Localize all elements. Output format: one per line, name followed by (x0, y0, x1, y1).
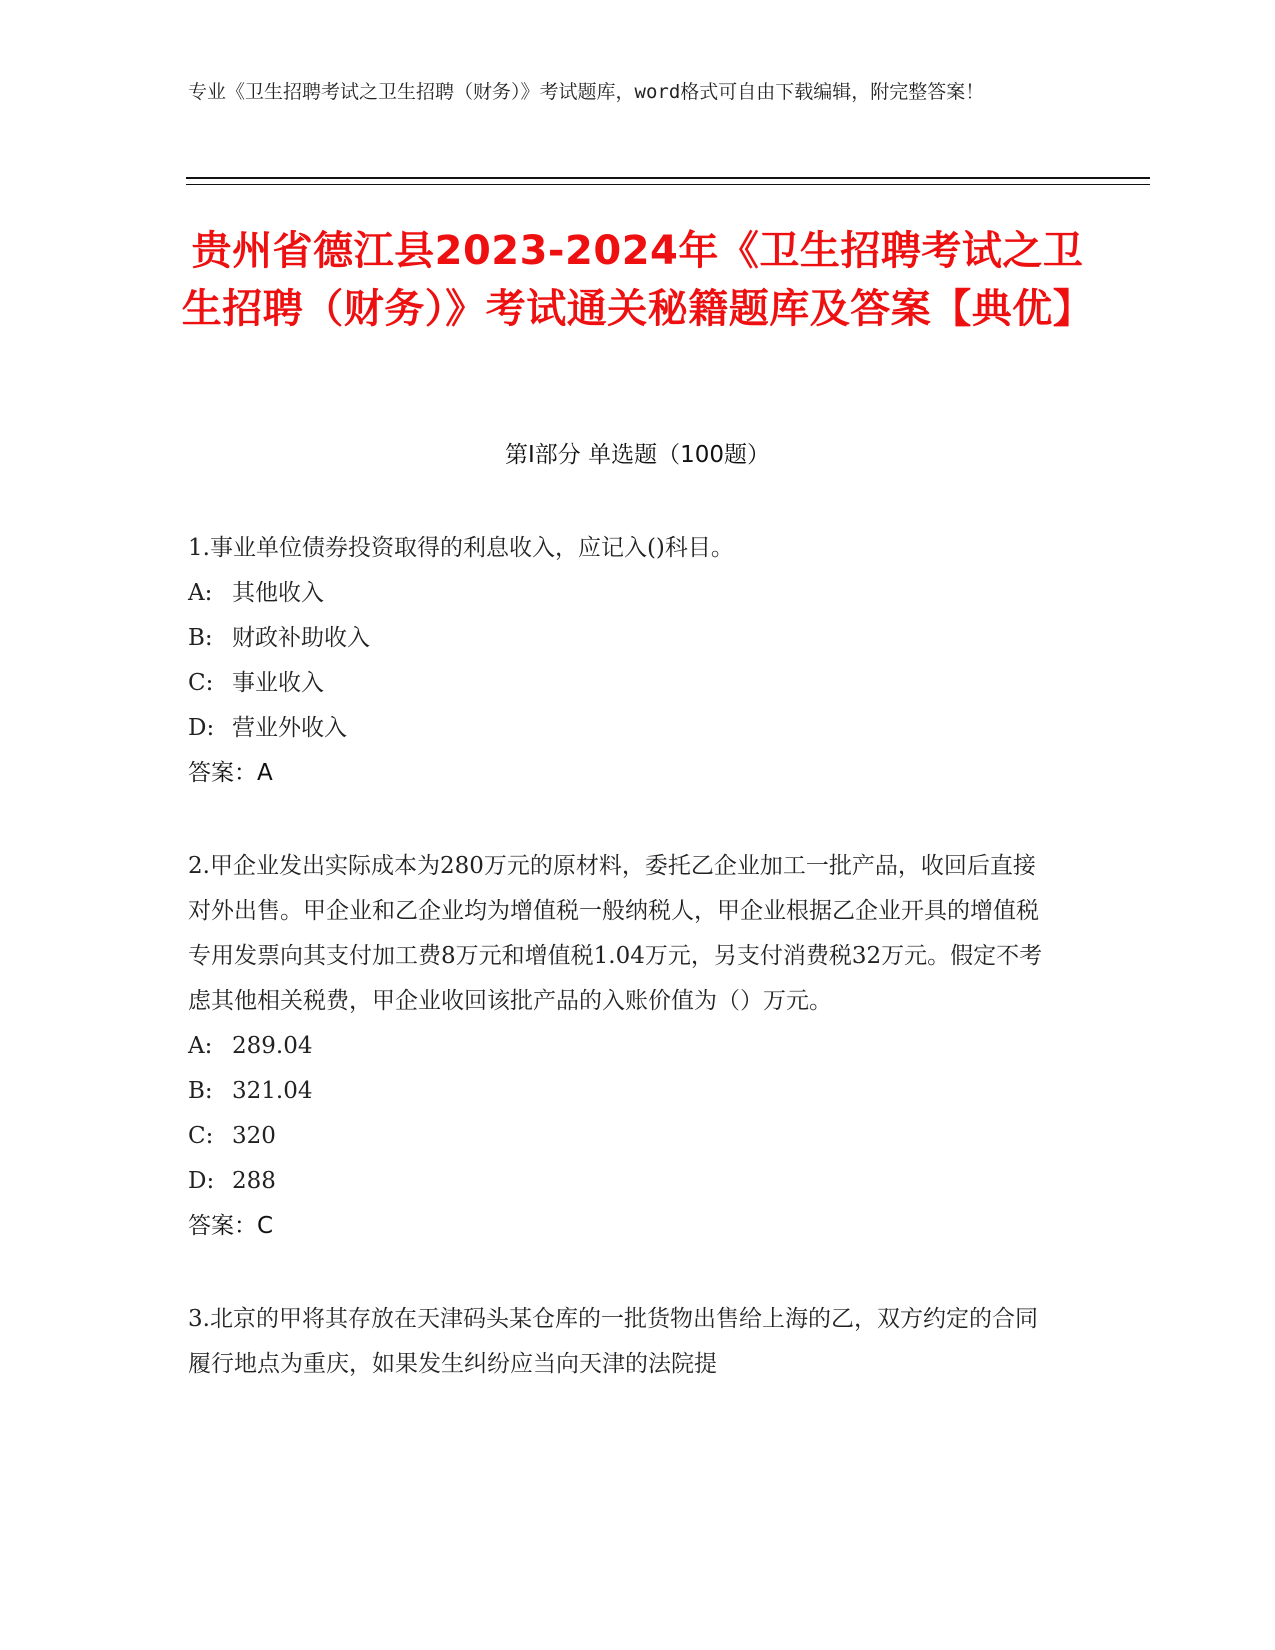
question-list (188, 526, 1058, 1435)
option-key: B: (188, 1078, 213, 1104)
option-a (188, 571, 1058, 616)
option-b (188, 1069, 1058, 1114)
option-key: B: (188, 625, 213, 651)
document-title: 贵州省德江县2023-2024年《卫生招聘考试之卫生招聘（财务）》考试通关秘籍题库及答案【典优】 (181, 228, 1094, 332)
option-key: D: (188, 1168, 215, 1194)
header-note: 专业《卫生招聘考试之卫生招聘（财务）》考试题库，word格式可自由下载编辑，附完整答案！ (188, 81, 985, 103)
answer-line: 答案：C (188, 1213, 274, 1239)
option-text: 事业收入 (232, 670, 324, 696)
option-text: 财政补助收入 (232, 625, 370, 651)
option-b (188, 616, 1058, 661)
answer-line: 答案：A (188, 760, 273, 786)
question-stem: 3.北京的甲将其存放在天津码头某仓库的一批货物出售给上海的乙，双方约定的合同履行地点为重庆，如果发生纠纷应当向天津的法院提 (188, 1306, 1038, 1377)
header-rule-thick (186, 177, 1150, 179)
section-title: 第Ⅰ部分 单选题（100题） (505, 442, 770, 468)
header-rule-thin (186, 184, 1150, 185)
option-c (188, 661, 1058, 706)
question-stem: 2.甲企业发出实际成本为280万元的原材料，委托乙企业加工一批产品，收回后直接对外出售。甲企业和乙企业均为增值税一般纳税人，甲企业根据乙企业开具的增值税专用发票向其支付加工费8万元和增值税1.04万元，另支付消费税32万元。假定不考虑其他相关税费，甲企业收回该批产品的入账价值为（）万元。 (188, 853, 1043, 1014)
option-text: 其他收入 (232, 580, 324, 606)
question-3 (188, 1297, 1058, 1387)
option-c (188, 1114, 1058, 1159)
question-1 (188, 526, 1058, 796)
option-key: C: (188, 670, 214, 696)
option-d (188, 706, 1058, 751)
option-text: 321.04 (232, 1078, 313, 1104)
option-a (188, 1024, 1058, 1069)
option-text: 289.04 (232, 1033, 313, 1059)
option-key: A: (188, 580, 213, 606)
option-d (188, 1159, 1058, 1204)
option-text: 营业外收入 (232, 715, 347, 741)
option-key: D: (188, 715, 215, 741)
option-key: A: (188, 1033, 213, 1059)
question-2 (188, 844, 1058, 1249)
option-text: 288 (232, 1168, 276, 1194)
option-text: 320 (232, 1123, 276, 1149)
question-stem: 1.事业单位债券投资取得的利息收入，应记入()科目。 (188, 535, 734, 561)
option-key: C: (188, 1123, 214, 1149)
